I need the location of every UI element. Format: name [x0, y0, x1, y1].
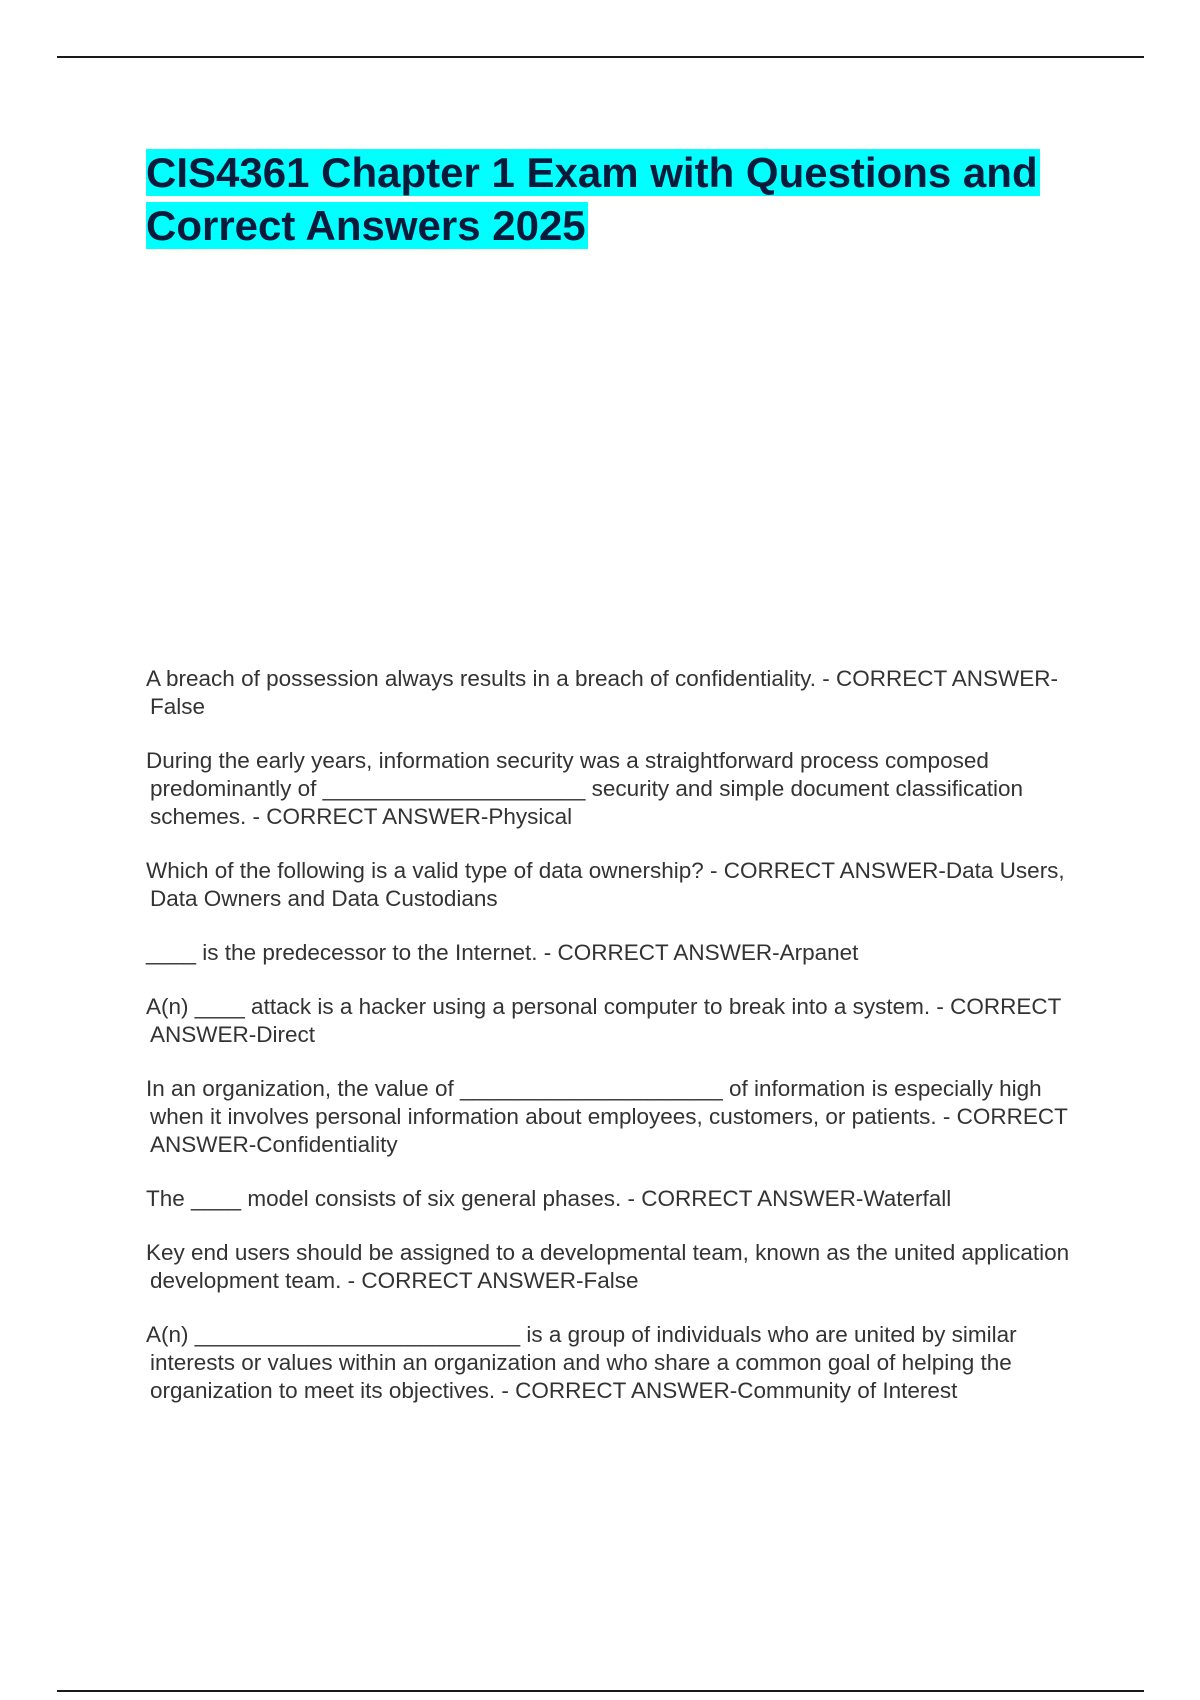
bottom-rule [57, 1690, 1144, 1692]
qa-item: Which of the following is a valid type of data ownership? - CORRECT ANSWER-Data Users, Data Owners and Data Custodians [146, 858, 1065, 911]
qa-item: ____ is the predecessor to the Internet. - CORRECT ANSWER-Arpanet [146, 940, 859, 965]
title-block [146, 146, 1046, 252]
qa-item: A breach of possession always results in a breach of confidentiality. - CORRECT ANSWER-False [146, 666, 1059, 719]
qa-item: Key end users should be assigned to a developmental team, known as the united application development team. - CORRECT ANSWER-False [146, 1240, 1070, 1293]
qa-item: A(n) ____ attack is a hacker using a personal computer to break into a system. - CORRECT ANSWER-Direct [146, 994, 1061, 1047]
qa-item: During the early years, information security was a straightforward process composed predominantly of _____________________ security and simple document classification schemes. - CORRECT ANSWER-Physical [146, 748, 1024, 829]
qa-item: The ____ model consists of six general phases. - CORRECT ANSWER-Waterfall [146, 1186, 952, 1211]
title-highlight: CIS4361 Chapter 1 Exam with Questions and Correct Answers 2025 [146, 149, 1038, 249]
document-title [146, 146, 1046, 252]
top-rule [57, 56, 1144, 58]
qa-list [146, 665, 1096, 1431]
qa-item: A(n) __________________________ is a group of individuals who are united by similar interests or values within an organization and who share a common goal of helping the organization to meet its objectives. - CORRECT ANSWER-Community of Interest [146, 1322, 1017, 1403]
qa-item: In an organization, the value of _____________________ of information is especially high when it involves personal information about employees, customers, or patients. - CORRECT ANSWER-Confidentiality [146, 1076, 1068, 1157]
